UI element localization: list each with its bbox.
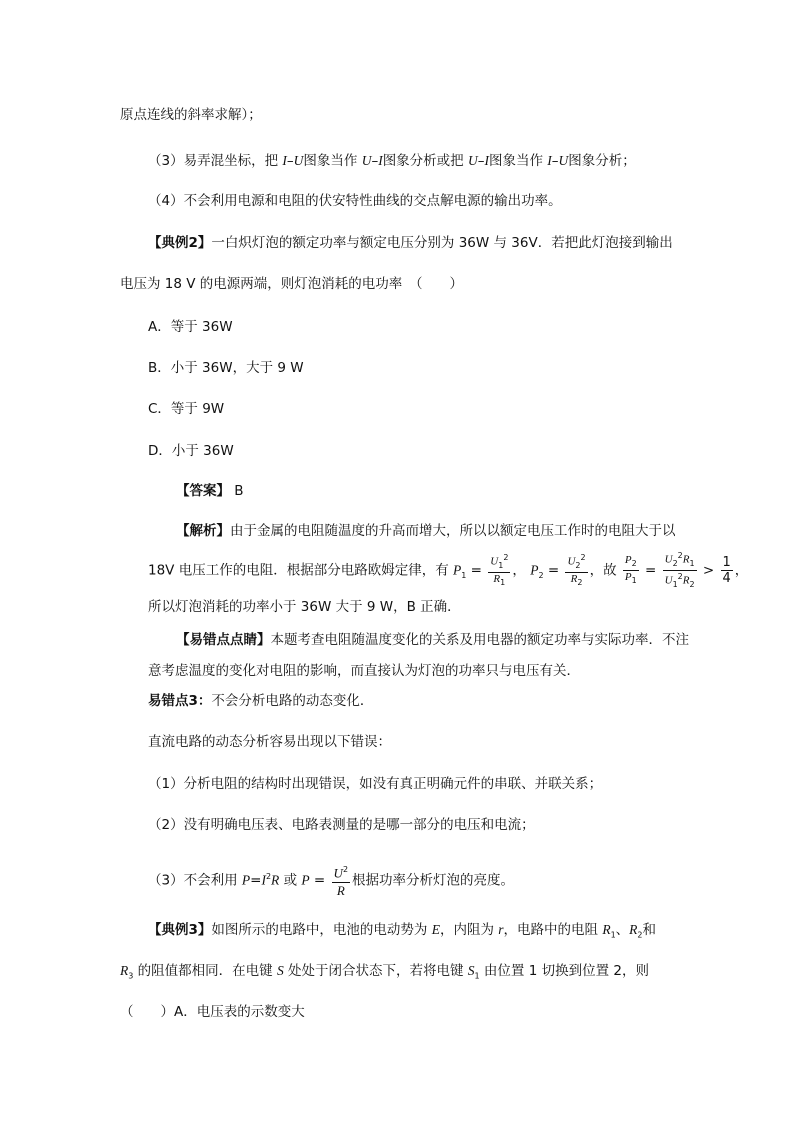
analysis-line-3: 所以灯泡消耗的功率小于 36W 大于 9 W，B 正确． — [148, 599, 461, 615]
option-c: C．等于 9W — [148, 401, 225, 417]
example-3-line-1: 【典例3】如图所示的电路中，电池的电动势为 E，内阻为 r，电路中的电阻 $R_1$、$R_2$和 — [148, 922, 656, 940]
list-item: （1）分析电阻的结构时出现错误，如没有真正明确元件的串联、并联关系； — [148, 776, 603, 792]
answer: 【答案】 B — [176, 483, 244, 499]
analysis-line-1: 【解析】由于金属的电阻随温度的升高而增大，所以以额定电压工作时的电阻大于以 — [176, 523, 676, 539]
text-line: （3）易弄混坐标，把 I–U图象当作 U–I图象分析或把 U–I图象当作 I–U图象分析； — [148, 153, 636, 169]
fraction: $\frac{1}{4}$ — [722, 554, 731, 586]
analysis-line-2: 18V 电压工作的电阻．根据部分电路欧姆定律，有 $P_1$ = $\frac{U_1^2}{R_1}$ ， $P_2$ = $\frac{U_2^2}{R_2}$ ，故 $\frac{P_2}{P_1}$ = $\frac{U_2^2R_1}{U_1^2R_2}$ > $\frac{1}{4}$ ， — [148, 551, 749, 589]
fraction: $\frac{U_2^2R_1}{U_1^2R_2}$ — [664, 551, 695, 589]
example-2-line-1: 【典例2】一白炽灯泡的额定功率与额定电压分别为 36W 与 36V．若把此灯泡接到输出 — [148, 235, 673, 251]
option-d: D．小于 36W — [148, 443, 234, 459]
text-line: 直流电路的动态分析容易出现以下错误： — [148, 734, 391, 750]
example-3-line-2: $R_3$ 的阻值都相同．在电键 S 处处于闭合状态下，若将电键 $S_1$ 由位置 1 切换到位置 2，则 — [120, 963, 649, 981]
option-b: B．小于 36W，大于 9 W — [148, 360, 304, 376]
fraction: $\frac{U_2^2}{R_2}$ — [567, 552, 586, 587]
example-3-line-3: （ ）A．电压表的示数变大 — [120, 1004, 305, 1020]
example-2-line-2: 电压为 18 V 的电源两端，则灯泡消耗的电功率 （ ） — [120, 276, 464, 292]
text-line: （4）不会利用电源和电阻的伏安特性曲线的交点解电源的输出功率。 — [148, 193, 562, 209]
fraction: $\frac{U_1^2}{R_1}$ — [490, 552, 509, 587]
tip-line-1: 【易错点点睛】本题考查电阻随温度变化的关系及用电器的额定功率与实际功率．不注 — [176, 632, 689, 648]
text-line: 原点连线的斜率求解）； — [120, 107, 262, 123]
example-label: 【典例2】 — [148, 235, 212, 251]
list-item: （2）没有明确电压表、电路表测量的是哪一部分的电压和电流； — [148, 817, 535, 833]
option-a: A．等于 36W — [148, 319, 233, 335]
error-point-3: 易错点3：不会分析电路的动态变化． — [148, 693, 374, 709]
fraction: $\frac{U^2}{R}$ — [332, 862, 350, 898]
tip-line-2: 意考虑温度的变化对电阻的影响，而直接认为灯泡的功率只与电压有关． — [148, 663, 580, 679]
list-item: （3）不会利用 $P=I^2R$ 或 P = $\frac{U^2}{R}$ 根据功率分析灯泡的亮度。 — [148, 857, 514, 901]
fraction: $\frac{P_2}{P_1}$ — [624, 553, 637, 586]
